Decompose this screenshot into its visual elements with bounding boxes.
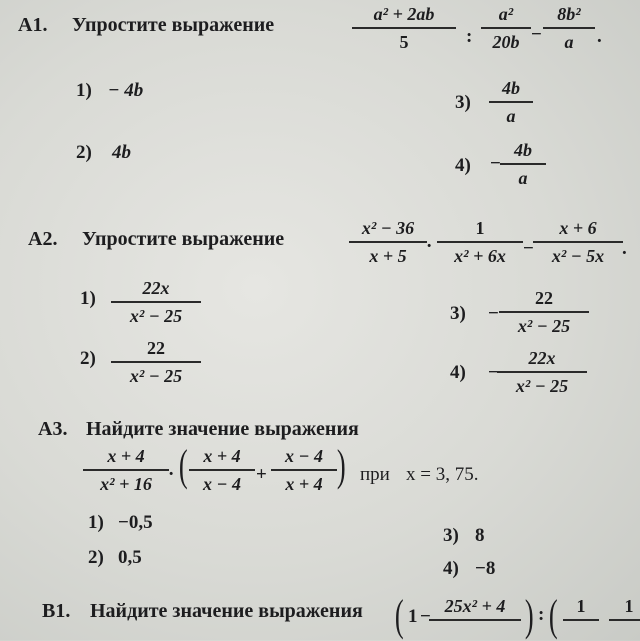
operator: − [531, 24, 542, 45]
option-number: 3) [450, 303, 466, 324]
period: . [622, 238, 627, 259]
option-number: 2) [76, 142, 92, 163]
operator: − [420, 606, 431, 627]
fraction [502, 288, 586, 337]
left-paren: ( [394, 591, 404, 640]
denominator: x² − 25 [129, 306, 183, 326]
problem-instruction: Найдите значение выражения [90, 600, 363, 622]
option-value: 8 [475, 525, 485, 546]
denominator: x + 4 [285, 474, 323, 494]
option-number: 1) [88, 512, 104, 533]
minus-sign: − [488, 303, 499, 324]
fraction [274, 446, 334, 495]
numerator: 25x² + 4 [429, 596, 521, 621]
problem-label: A1. [18, 14, 48, 36]
operator: · [168, 464, 175, 485]
fraction [492, 78, 530, 127]
fraction [192, 446, 252, 495]
term: 1 [408, 606, 418, 627]
operator: : [538, 604, 545, 625]
denominator: 20b [492, 32, 520, 52]
denominator: x² + 16 [100, 474, 152, 494]
condition-value: x = 3, 75. [406, 464, 479, 485]
option-number: 2) [80, 348, 96, 369]
condition-word: при [360, 464, 390, 485]
denominator: 5 [399, 32, 409, 52]
operator: − [523, 238, 534, 259]
numerator: x − 4 [271, 446, 337, 471]
fraction [612, 596, 640, 621]
denominator: a [564, 32, 574, 52]
numerator: x + 4 [83, 446, 169, 471]
denominator: x² − 25 [129, 366, 183, 386]
numerator: x + 4 [189, 446, 255, 471]
denominator: a [506, 106, 516, 126]
numerator: x² − 36 [349, 218, 427, 243]
option-number: 4) [455, 155, 471, 176]
minus-sign: − [490, 153, 501, 174]
fraction [500, 348, 584, 397]
right-paren: ) [524, 591, 534, 640]
problem-label: A2. [28, 228, 58, 250]
option-number: 4) [450, 362, 466, 383]
fraction [114, 338, 198, 387]
denominator: x² − 5x [551, 246, 605, 266]
option-value: 0,5 [118, 547, 142, 568]
denominator: x + 5 [369, 246, 407, 266]
denominator: x² + 6x [454, 246, 506, 266]
problem-instruction: Упростите выражение [72, 14, 275, 36]
period: . [597, 26, 602, 47]
option-number: 3) [455, 92, 471, 113]
option-number: 3) [443, 525, 459, 546]
option-number: 1) [76, 80, 92, 101]
numerator: 22 [111, 338, 201, 363]
fraction [432, 596, 518, 621]
left-paren: ( [178, 441, 188, 490]
fraction [355, 4, 453, 53]
numerator: 1 [437, 218, 523, 243]
fraction [566, 596, 596, 621]
denominator: x² − 25 [515, 376, 569, 396]
fraction [503, 140, 543, 189]
fraction [352, 218, 424, 267]
fraction [536, 218, 620, 267]
minus-sign: − [488, 362, 499, 383]
numerator: 22x [111, 278, 201, 303]
problem-label: A3. [38, 418, 68, 440]
option-number: 1) [80, 288, 96, 309]
left-paren: ( [548, 591, 558, 640]
operator: + [256, 464, 267, 485]
numerator: 22 [499, 288, 589, 313]
numerator: a² [481, 4, 531, 29]
option-value: 4b [112, 142, 131, 163]
right-paren: ) [336, 441, 346, 490]
fraction [546, 4, 592, 53]
fraction [114, 278, 198, 327]
operator: : [466, 26, 473, 47]
problem-label: B1. [42, 600, 71, 622]
option-value: − 4b [108, 80, 144, 101]
problem-instruction: Упростите выражение [82, 228, 285, 250]
denominator: a [518, 168, 528, 188]
numerator: 1 [609, 596, 640, 621]
option-value: −8 [475, 558, 496, 579]
denominator: x − 4 [203, 474, 241, 494]
denominator: x² − 25 [517, 316, 571, 336]
numerator: a² + 2ab [352, 4, 456, 29]
problem-instruction: Найдите значение выражения [86, 418, 359, 440]
numerator: x + 6 [533, 218, 623, 243]
option-number: 2) [88, 547, 104, 568]
fraction [440, 218, 520, 267]
fraction [86, 446, 166, 495]
numerator: 8b² [543, 4, 595, 29]
operator: · [426, 236, 433, 257]
numerator: 1 [563, 596, 599, 621]
numerator: 22x [497, 348, 587, 373]
numerator: 4b [500, 140, 546, 165]
numerator: 4b [489, 78, 533, 103]
fraction [484, 4, 528, 53]
option-number: 4) [443, 558, 459, 579]
option-value: −0,5 [118, 512, 153, 533]
